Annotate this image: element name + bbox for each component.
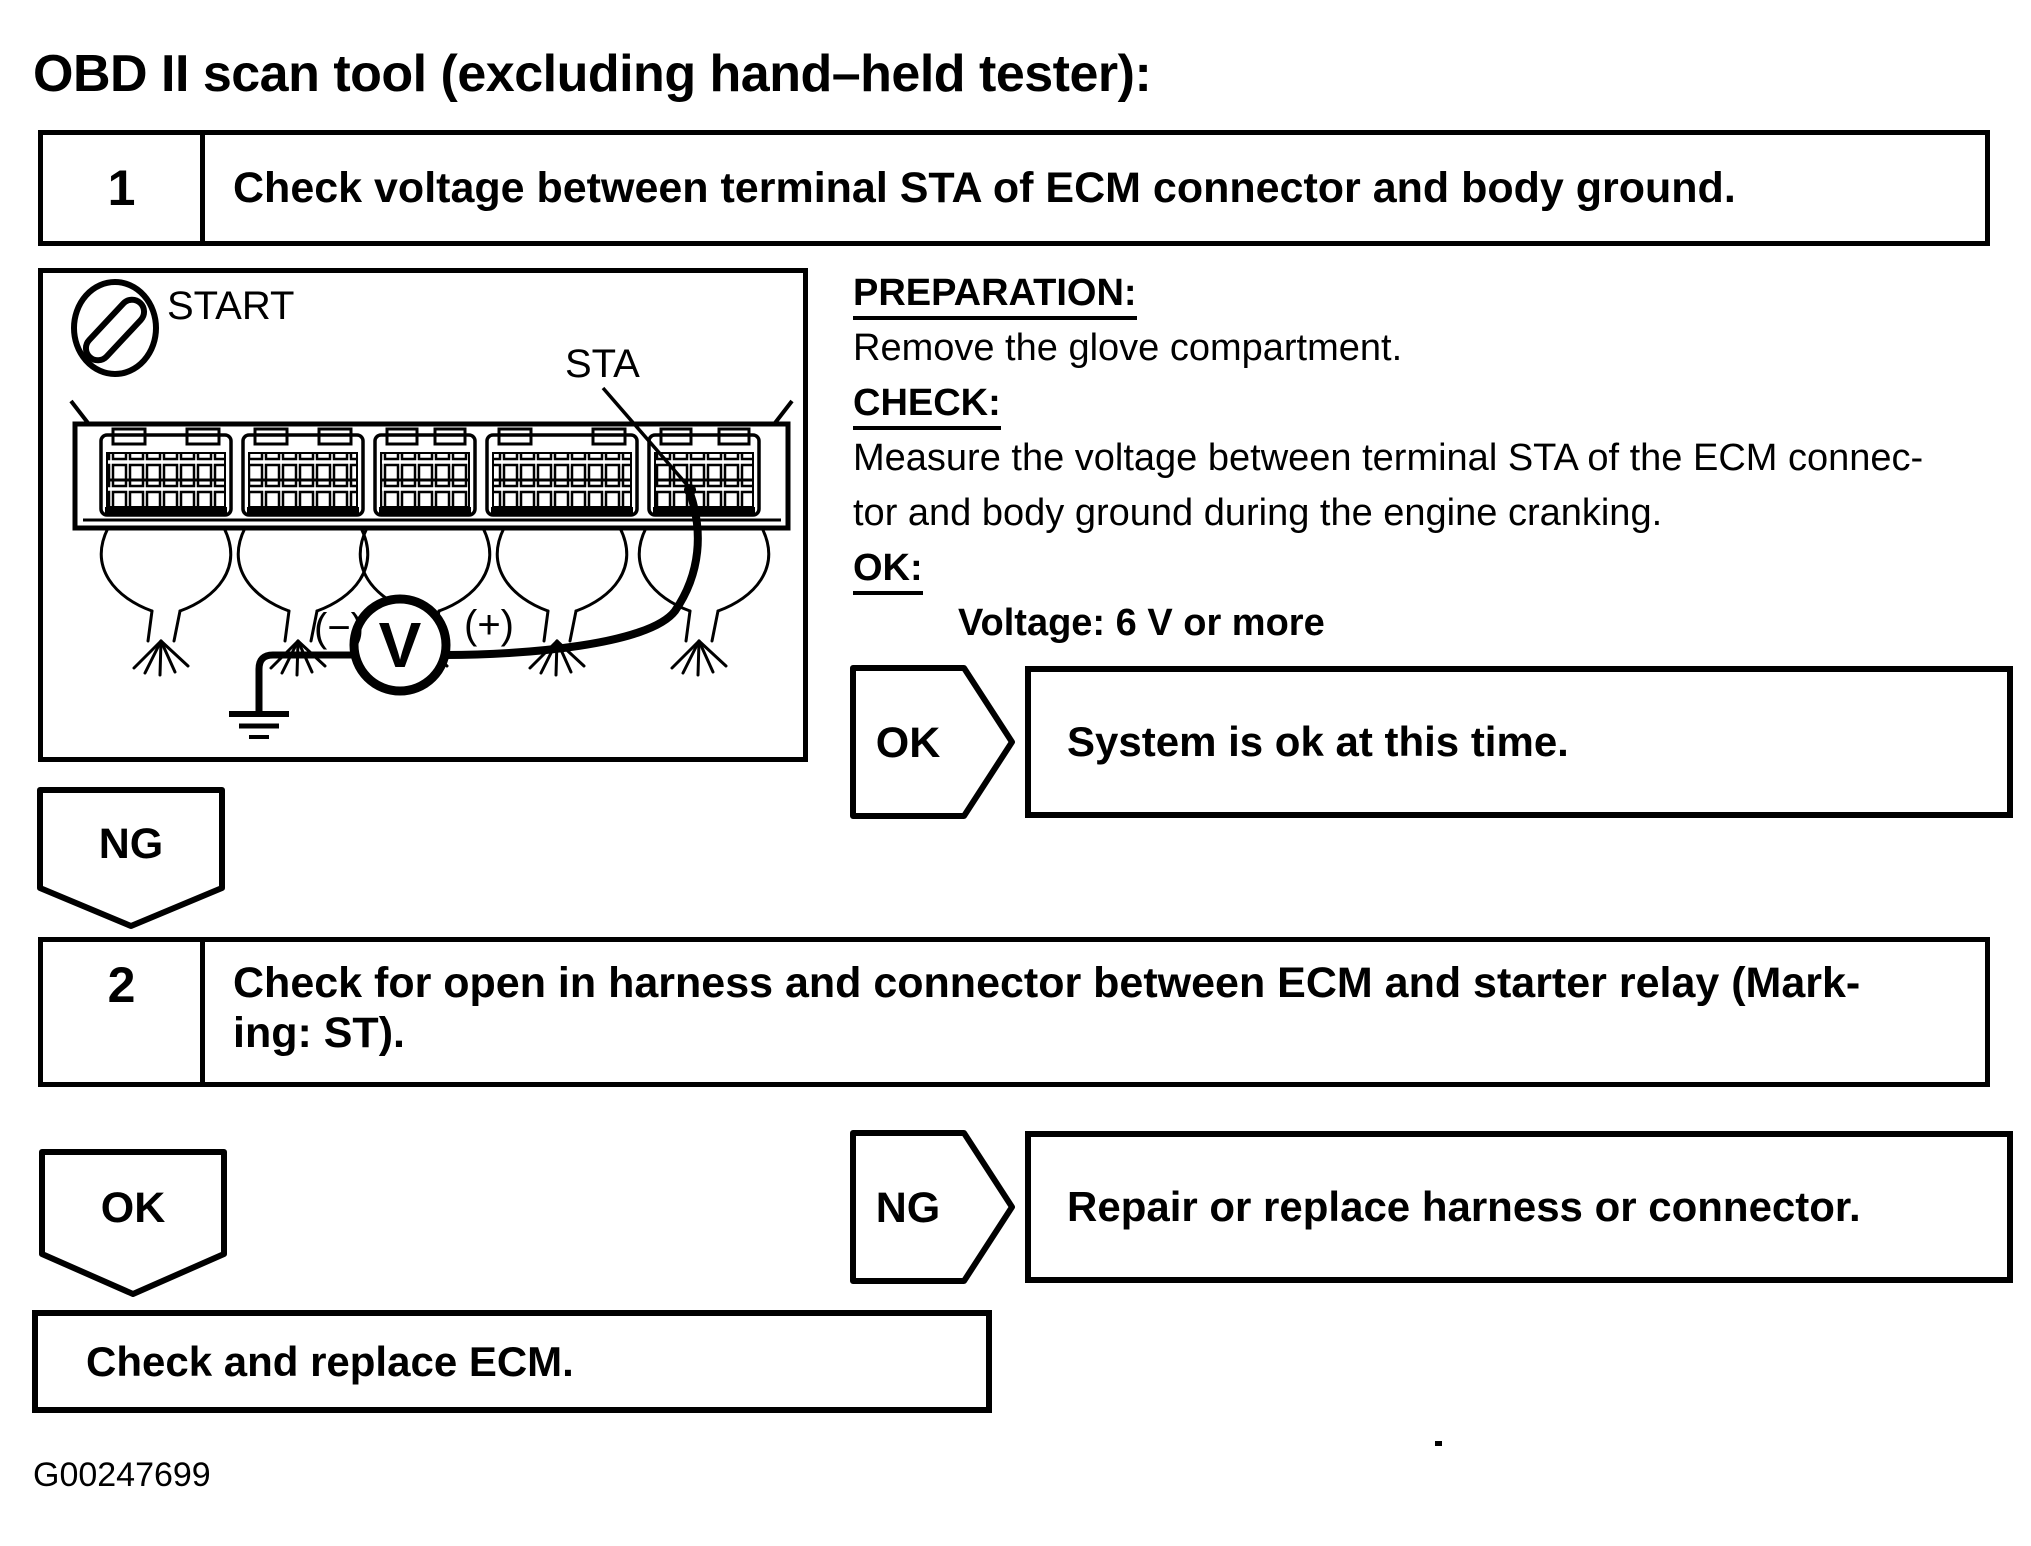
step1-details — [853, 266, 2023, 651]
step1-ok-result-box — [1025, 666, 2013, 818]
ground-symbol — [229, 655, 354, 737]
ecm-connector-illustration — [43, 273, 803, 757]
step1-number: 1 — [43, 135, 205, 241]
step2-number: 2 — [43, 942, 205, 1082]
step1-instruction: Check voltage between terminal STA of ECM connector and body ground. — [233, 164, 1736, 212]
step1-ok-branch-arrow — [849, 664, 1017, 820]
step1-ng-branch-arrow — [36, 786, 228, 932]
step2-box — [38, 937, 1990, 1087]
voltmeter-icon — [354, 599, 446, 691]
page-title: OBD II scan tool (excluding hand–held tester): — [33, 45, 1152, 103]
ok-condition: Voltage: 6 V or more — [958, 602, 1325, 644]
ecm-connector-figure — [38, 268, 808, 762]
step2-ok-branch-arrow — [38, 1148, 230, 1300]
step2-ok-branch-label: OK — [100, 1184, 166, 1232]
check-text-line1: Measure the voltage between terminal STA of the ECM connec- — [853, 437, 1924, 479]
figure-id: G00247699 — [33, 1456, 211, 1494]
connector-blocks — [101, 429, 759, 515]
minus-terminal-label: (−) — [314, 606, 364, 650]
step2-ng-result-box — [1025, 1131, 2013, 1283]
plus-terminal-label: (+) — [464, 603, 514, 647]
scan-artifact-dot — [1435, 1441, 1442, 1446]
step1-ng-branch-label: NG — [98, 820, 164, 868]
step2-instruction-line1: Check for open in harness and connector between ECM and starter relay (Mark- — [233, 959, 1861, 1007]
voltmeter-label: V — [378, 609, 422, 681]
step1-box — [38, 130, 1990, 246]
step2-instruction-line2: ing: ST). — [233, 1009, 405, 1057]
ok-heading: OK: — [853, 545, 923, 595]
step2-ng-result-text: Repair or replace harness or connector. — [1067, 1183, 1861, 1230]
final-action-text: Check and replace ECM. — [86, 1337, 574, 1385]
preparation-text: Remove the glove compartment. — [853, 327, 1403, 369]
final-action-box — [32, 1310, 992, 1413]
check-text-line2: tor and body ground during the engine cranking. — [853, 492, 1663, 534]
step2-ng-branch-label: NG — [875, 1184, 941, 1232]
ignition-position-label: START — [167, 284, 295, 328]
ignition-key-icon — [74, 282, 156, 374]
check-heading: CHECK: — [853, 380, 1001, 430]
terminal-label: STA — [565, 342, 640, 386]
step1-ok-branch-label: OK — [875, 719, 941, 767]
step1-ok-result-text: System is ok at this time. — [1067, 718, 1569, 765]
preparation-heading: PREPARATION: — [853, 270, 1137, 320]
step2-ng-branch-arrow — [849, 1129, 1017, 1285]
